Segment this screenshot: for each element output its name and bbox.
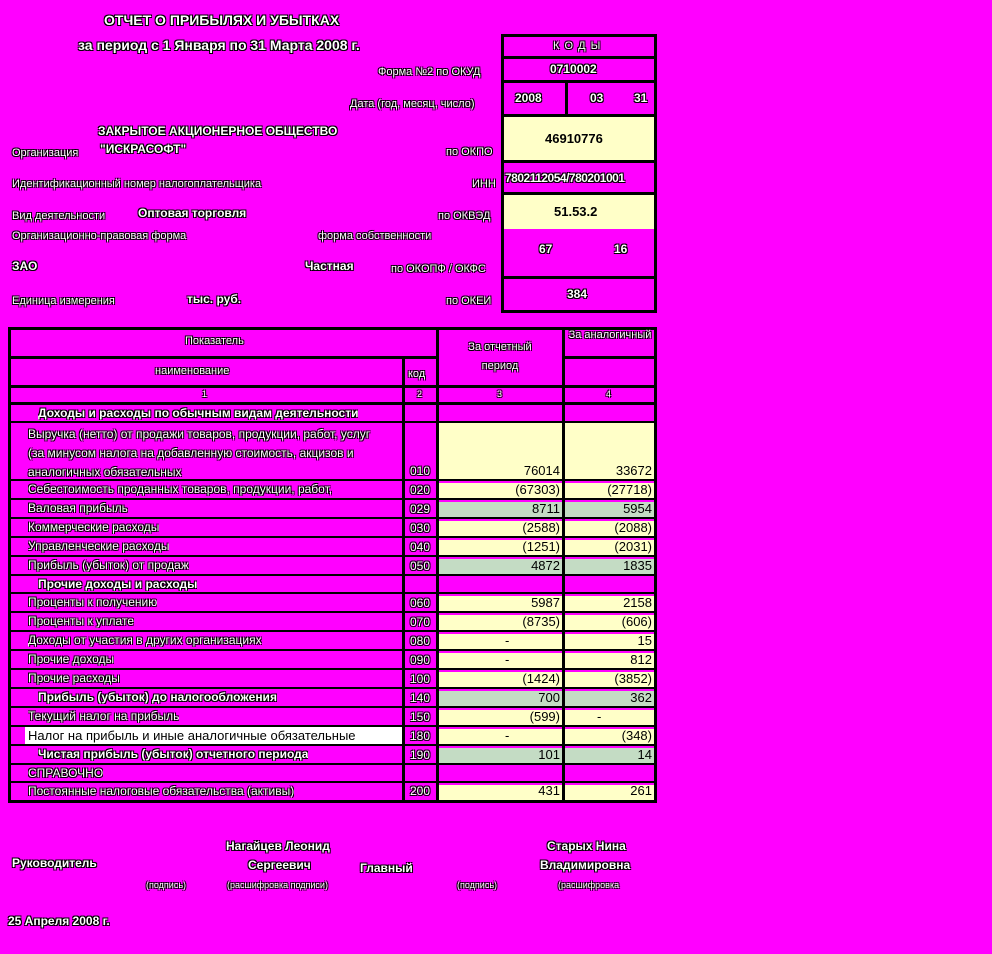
legal-form-label: Организационно-правовая форма — [12, 230, 187, 242]
row-code: 200 — [410, 784, 431, 798]
okved-code: 51.53.2 — [554, 204, 598, 219]
decode-caption-head: (расшифровка подписи) — [227, 880, 328, 890]
sign-caption-head: (подпись) — [146, 880, 187, 890]
head-label: Руководитель — [12, 856, 97, 870]
row-code: 150 — [410, 710, 431, 724]
col-num-3: 3 — [497, 389, 503, 399]
row-current-value: (67303) — [515, 482, 560, 497]
row-code: 140 — [410, 691, 431, 705]
report-title: ОТЧЕТ О ПРИБЫЛЯХ И УБЫТКАХ — [104, 12, 340, 28]
row-previous-value: (2031) — [614, 539, 652, 554]
row-current-value: 101 — [538, 747, 560, 762]
row-name: Прочие доходы — [28, 652, 115, 666]
row-current-value: 5987 — [531, 595, 560, 610]
ownership-label: форма собственности — [318, 230, 432, 242]
col-code: код — [408, 368, 426, 380]
row-current-value: - — [505, 633, 510, 648]
col-num-1: 1 — [202, 389, 208, 399]
row-current-value: 4872 — [531, 558, 560, 573]
row-current-value: (8735) — [522, 614, 560, 629]
date-day: 31 — [634, 91, 648, 105]
acc-name-2: Владимировна — [540, 858, 631, 872]
okpo-label: по ОКПО — [446, 146, 493, 158]
row-name: Проценты к получению — [28, 595, 158, 609]
okfs-code: 16 — [614, 242, 628, 256]
head-name-2: Сергеевич — [248, 858, 311, 872]
unit-label: Единица измерения — [12, 295, 115, 307]
col-num-2: 2 — [417, 389, 423, 399]
row-name: Валовая прибыль — [28, 501, 128, 515]
row-name: Текущий налог на прибыль — [28, 709, 180, 723]
head-name-1: Нагайцев Леонид — [226, 839, 330, 853]
row-name: Коммерческие расходы — [28, 520, 160, 534]
row-code: 030 — [410, 521, 431, 535]
row-name: Прибыль (убыток) до налогообложения — [38, 690, 277, 704]
okei-code: 384 — [567, 287, 588, 301]
okud-label: Форма №2 по ОКУД — [378, 66, 481, 78]
row-code: 090 — [410, 653, 431, 667]
okved-label: по ОКВЭД — [438, 210, 491, 222]
row-code: 100 — [410, 672, 431, 686]
okpo-code: 46910776 — [545, 131, 603, 146]
row-code: 020 — [410, 483, 431, 497]
date-year: 2008 — [515, 91, 542, 105]
row-previous-value: 362 — [630, 690, 652, 705]
row-previous-value: 1835 — [623, 558, 652, 573]
row-previous-value: 2158 — [623, 595, 652, 610]
row-previous-value: (2088) — [614, 520, 652, 535]
row-current-value: 431 — [538, 783, 560, 798]
okopf-label: по ОКОПФ / ОКФС — [391, 263, 486, 275]
unit-value: тыс. руб. — [187, 292, 242, 306]
activity-label: Вид деятельности — [12, 210, 106, 222]
inn-label-left: Идентификационный номер налогоплательщика — [12, 178, 262, 190]
ownership-value: Частная — [305, 259, 354, 273]
acc-name-1: Старых Нина — [547, 839, 626, 853]
row-current-value: (2588) — [522, 520, 560, 535]
date-label: Дата (год, месяц, число) — [350, 98, 475, 110]
report-date: 25 Апреля 2008 г. — [8, 914, 110, 928]
row-name: Прибыль (убыток) от продаж — [28, 558, 189, 572]
row-previous-value: 14 — [637, 747, 652, 762]
inn-code: 7802112054/780201001 — [505, 171, 625, 185]
row-previous-value: - — [597, 709, 602, 724]
row-current-value: 76014 — [523, 463, 560, 478]
row-name: Проценты к уплате — [28, 614, 134, 628]
legal-form-value: ЗАО — [12, 259, 38, 273]
col-name: наименование — [155, 365, 230, 377]
row-name: Постоянные налоговые обязательства (активы) — [28, 784, 295, 798]
okei-label: по ОКЕИ — [446, 295, 492, 307]
row-name: Прочие расходы — [28, 671, 120, 685]
row-code: 040 — [410, 540, 431, 554]
row-name: Чистая прибыль (убыток) отчетного периода — [38, 747, 309, 761]
row-current-value: - — [505, 652, 510, 667]
row-current-value: (1424) — [522, 671, 560, 686]
sign-caption-acc: (подпись) — [457, 880, 498, 890]
row-previous-value: 15 — [637, 633, 652, 648]
row-code: 029 — [410, 502, 431, 516]
date-month: 03 — [590, 91, 604, 105]
row-code: 050 — [410, 559, 431, 573]
org-type: ЗАКРЫТОЕ АКЦИОНЕРНОЕ ОБЩЕСТВО — [98, 124, 338, 138]
row-previous-value: 812 — [630, 652, 652, 667]
col-current: За отчетный период — [468, 341, 532, 372]
row-name: Доходы и расходы по обычным видам деятельности — [38, 406, 359, 420]
col-num-4: 4 — [606, 389, 612, 399]
row-current-value: - — [505, 728, 510, 743]
row-name: Управленческие расходы — [28, 539, 170, 553]
row-current-value: (1251) — [522, 539, 560, 554]
row-code: 060 — [410, 596, 431, 610]
row-previous-value: 5954 — [623, 501, 652, 516]
activity-value: Оптовая торговля — [138, 206, 247, 220]
org-label: Организация — [12, 147, 79, 159]
chief-label: Главный — [360, 861, 413, 875]
row-code: 080 — [410, 634, 431, 648]
row-previous-value: (27718) — [607, 482, 652, 497]
okopf-code: 67 — [539, 242, 553, 256]
row-current-value: 700 — [538, 690, 560, 705]
row-name: Себестоимость проданных товаров, продукции, работ, — [28, 482, 333, 496]
decode-caption-acc: (расшифровка — [558, 880, 620, 890]
row-name: Прочие доходы и расходы — [38, 577, 198, 591]
row-code: 010 — [410, 464, 431, 478]
row-previous-value: (348) — [621, 728, 652, 743]
row-name: СПРАВОЧНО — [28, 766, 104, 780]
row-name: Доходы от участия в других организациях — [28, 633, 262, 647]
col-indicator: Показатель — [185, 335, 244, 347]
okud-code: 0710002 — [550, 62, 597, 76]
col-prev: За аналогичный — [568, 329, 652, 341]
row-previous-value: (3852) — [614, 671, 652, 686]
row-code: 070 — [410, 615, 431, 629]
row-previous-value: 261 — [630, 783, 652, 798]
codes-header: К О Д Ы — [553, 40, 602, 52]
row-code: 180 — [410, 729, 431, 743]
row-previous-value: (606) — [621, 614, 652, 629]
row-current-value: (599) — [529, 709, 560, 724]
row-current-value: 8711 — [532, 501, 560, 516]
row-name: Выручка (нетто) от продажи товаров, продукции, работ, услуг (за минусом налога на добавленную стоимость, акцизов и аналогичных обязательных — [28, 427, 371, 479]
row-name: Налог на прибыль и иные аналогичные обязательные — [28, 728, 356, 743]
row-previous-value: 33672 — [615, 463, 652, 478]
report-period: за период с 1 Января по 31 Марта 2008 г. — [78, 37, 360, 53]
row-code: 190 — [410, 748, 431, 762]
org-name: "ИСКРАСОФТ" — [100, 142, 187, 156]
inn-label: ИНН — [472, 178, 496, 190]
